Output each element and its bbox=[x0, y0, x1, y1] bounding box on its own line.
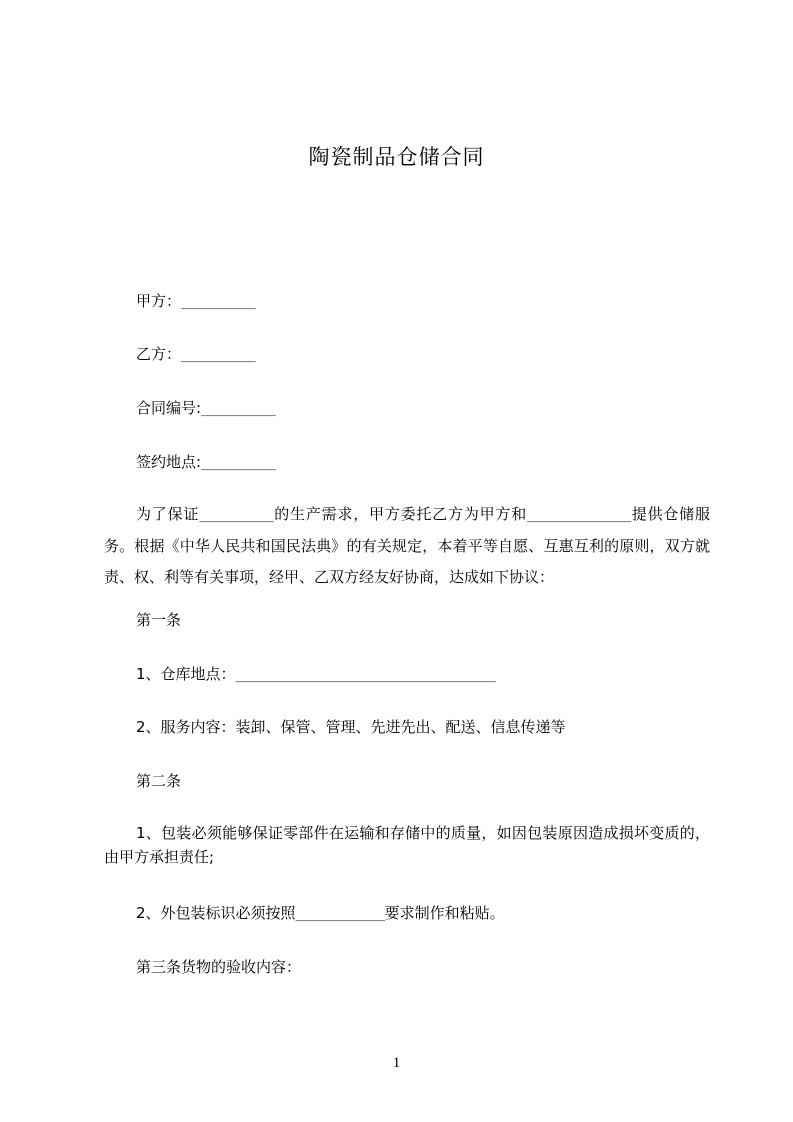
warehouse-location-blank: ___________________________________ bbox=[235, 668, 496, 683]
intro-blank1: __________ bbox=[199, 508, 274, 523]
article1-item2: 2、服务内容：装卸、保管、管理、先进先出、配送、信息传递等 bbox=[136, 718, 566, 736]
party-a-line bbox=[136, 291, 255, 313]
page-number: 1 bbox=[392, 1055, 401, 1071]
article2-item2 bbox=[136, 903, 505, 925]
article2-heading: 第二条 bbox=[136, 772, 182, 790]
party-a-blank: __________ bbox=[181, 295, 256, 310]
document-title: 陶瓷制品仓储合同 bbox=[308, 145, 485, 169]
article2-item2-blank: ____________ bbox=[295, 907, 385, 922]
party-b-line bbox=[136, 344, 255, 366]
party-b-blank: __________ bbox=[181, 348, 256, 363]
party-a-label: 甲方： bbox=[136, 292, 182, 310]
warehouse-location-label: 1、仓库地点： bbox=[136, 665, 236, 683]
sign-place-line bbox=[136, 452, 275, 474]
sign-place-label: 签约地点: bbox=[136, 453, 202, 471]
intro-paragraph bbox=[104, 499, 710, 593]
article2-item2-part2: 要求制作和粘贴。 bbox=[384, 904, 505, 922]
intro-part3: 提供仓储服务。根据《中华人民共和国民法典》的有关规定，本着平等自愿、互惠互利的原则，双方就责、权、利等有关事项，经甲、乙双方经友好协商，达成如下协议： bbox=[104, 505, 710, 586]
intro-part2: 的生产需求，甲方委托乙方为甲方和 bbox=[273, 505, 527, 523]
contract-number-label: 合同编号: bbox=[136, 399, 202, 417]
intro-blank2: ______________ bbox=[527, 508, 631, 523]
article1-item1 bbox=[136, 664, 495, 686]
party-b-label: 乙方： bbox=[136, 345, 182, 363]
article2-item2-part1: 2、外包装标识必须按照 bbox=[136, 904, 296, 922]
contract-number-blank: __________ bbox=[201, 402, 276, 417]
article2-item1: 1、包装必须能够保证零部件在运输和存储中的质量，如因包装原因造成损坏变质的，由甲方承担责任; bbox=[104, 824, 710, 866]
article3-heading: 第三条货物的验收内容： bbox=[136, 958, 302, 976]
article1-heading: 第一条 bbox=[136, 611, 182, 629]
sign-place-blank: __________ bbox=[201, 456, 276, 471]
intro-part1: 为了保证 bbox=[136, 505, 200, 523]
contract-number-line bbox=[136, 398, 275, 420]
